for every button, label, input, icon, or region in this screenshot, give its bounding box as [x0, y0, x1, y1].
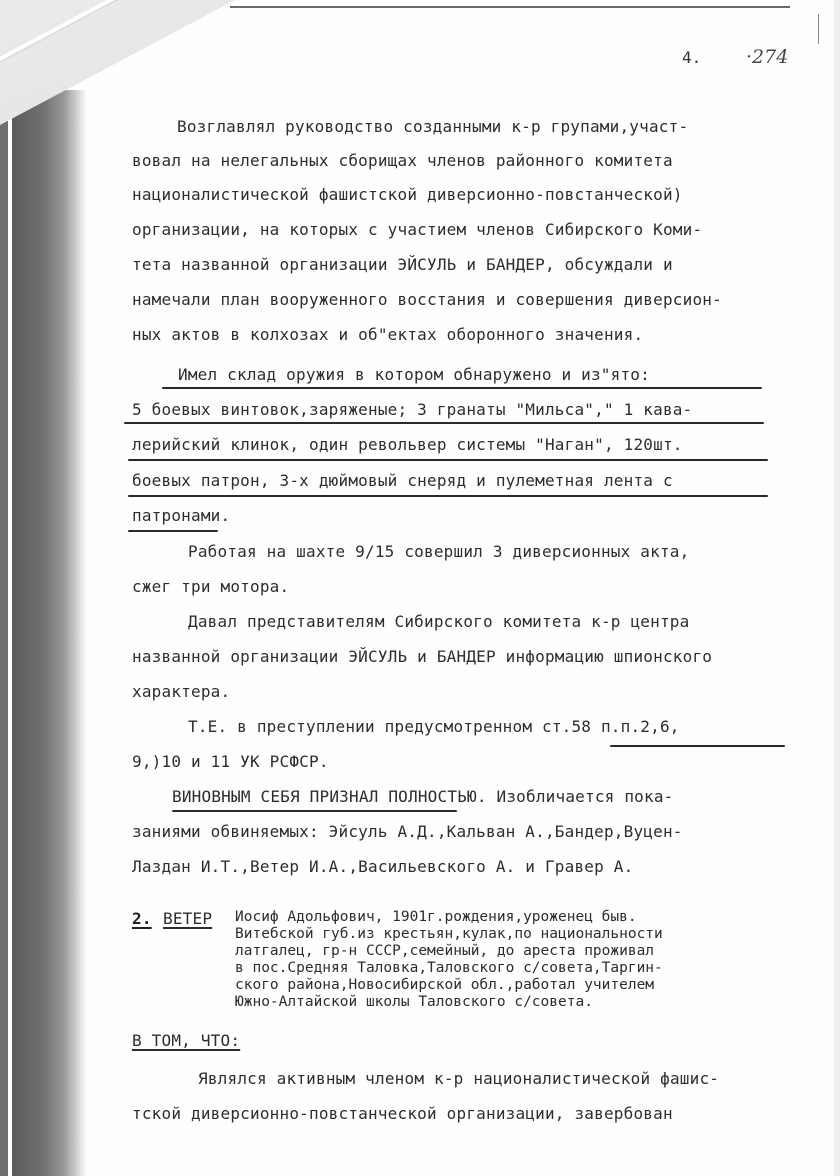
section-heading: В ТОМ, ЧТО: [132, 1031, 241, 1050]
right-page-margin [834, 0, 840, 1176]
handwritten-underline [172, 810, 457, 812]
right-edge-mark [818, 14, 819, 44]
page-edge-shadow [12, 90, 87, 1176]
text-line: 5 боевых винтовок,заряженые; 3 гранаты "Мильса"," 1 кава- [132, 400, 693, 419]
defendant-details-line: Иосиф Адольфович, 1901г.рождения,уроженец быв. [235, 909, 637, 925]
text-line: названной организации ЭЙСУЛЬ и БАНДЕР информацию шпионского [132, 647, 713, 666]
text-line: Имел склад оружия в котором обнаружено и из"ято: [178, 365, 650, 384]
text-line: Являлся активным членом к-р националистической фашис- [198, 1069, 720, 1088]
defendant-number: 2. [132, 909, 152, 928]
defendant-details-line: Витебской губ.из крестьян,кулак,по национальности [235, 926, 663, 942]
text-line: сжег три мотора. [132, 577, 290, 596]
text-line: характера. [132, 682, 231, 701]
text-line: лерийский клинок, один револьвер системы "Наган", 120шт. [132, 435, 683, 454]
text-fragment: Изобличается пока- [486, 787, 674, 806]
handwritten-underline [128, 495, 768, 497]
text-line [172, 787, 673, 807]
guilty-plea-heading: ВИНОВНЫМ СЕБЯ ПРИЗНАЛ ПОЛНОСТЬЮ. [172, 787, 487, 806]
text-line: Давал представителям Сибирского комитета к-р центра [188, 612, 690, 631]
text-line: патронами. [132, 506, 231, 525]
text-line: заниями обвиняемых: Эйсуль А.Д.,Кальван А.,Бандер,Вуцен- [132, 822, 683, 841]
defendant-surname: ВЕТЕР [163, 909, 213, 928]
text-line: националистической фашистской диверсионно-повстанческой) [132, 185, 683, 204]
text-line: намечали план вооруженного восстания и совершения диверсион- [132, 290, 722, 309]
handwritten-underline [610, 745, 785, 747]
text-line: организации, на которых с участием членов Сибирского Коми- [132, 220, 703, 239]
defendant-details-line: ского района,Новосибирской обл.,работал учителем [235, 977, 655, 993]
handwritten-underline [128, 459, 768, 461]
archive-sheet-number: ·274 [746, 46, 789, 68]
text-line: тской диверсионно-повстанческой организации, завербован [132, 1104, 673, 1123]
text-line: Работая на шахте 9/15 совершил 3 диверсионных акта, [188, 542, 690, 561]
defendant-details-line: в пос.Средняя Таловка,Таловского с/совета,Таргин- [235, 960, 663, 976]
text-line: Возглавлял руководство созданными к-р групами,участ- [177, 117, 689, 136]
top-edge-line [230, 6, 790, 8]
defendant-details-line: латгалец, гр-н СССР,семейный, до ареста проживал [235, 943, 655, 959]
handwritten-underline [128, 530, 218, 532]
text-line: 9,)10 и 11 УК РСФСР. [132, 752, 329, 771]
text-line: вовал на нелегальных сборищах членов районного комитета [132, 151, 673, 170]
handwritten-underline [124, 422, 764, 424]
text-line: тета названной организации ЭЙСУЛЬ и БАНДЕР, обсуждали и [132, 255, 673, 274]
text-line: Лаздан И.Т.,Ветер И.А.,Васильевского А. и Гравер А. [132, 857, 634, 876]
defendant-details-line: Южно-Алтайской школы Таловского с/совета. [235, 994, 593, 1010]
handwritten-underline [162, 387, 762, 389]
text-line: боевых патрон, 3-х дюймовый снеряд и пулеметная лента с [132, 471, 673, 490]
page-number: 4. [682, 48, 702, 67]
text-line: ных актов в колхозах и об"ектах оборонного значения. [132, 325, 644, 344]
text-line: Т.Е. в преступлении предусмотренном ст.58 п.п.2,6, [188, 717, 680, 736]
